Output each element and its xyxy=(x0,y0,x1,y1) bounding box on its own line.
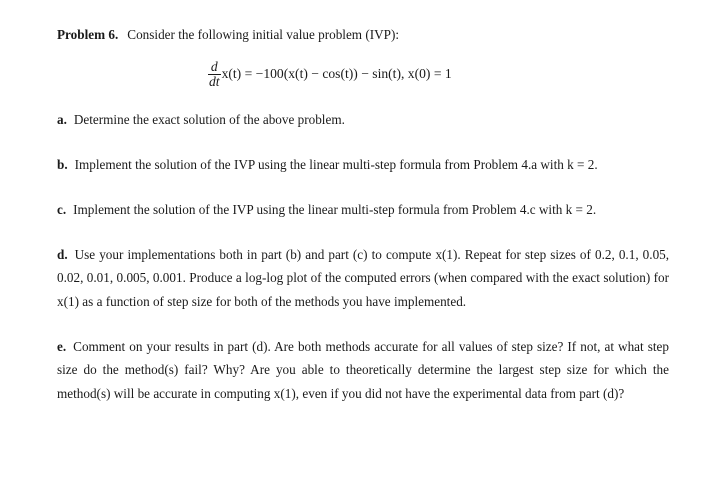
part-a-label: a. xyxy=(57,112,67,127)
part-d-math-1: x(1). xyxy=(435,247,461,262)
part-a xyxy=(57,108,669,131)
part-b-text: Implement the solution of the IVP using the linear multi-step formula from Problem 4.a with xyxy=(74,157,564,172)
part-e-math-1: x(1), xyxy=(273,385,300,401)
problem-title: Problem 6. xyxy=(57,27,119,42)
derivative-fraction xyxy=(208,60,221,89)
part-d-label: d. xyxy=(57,247,68,262)
part-d-math-2: 0.2, 0.1, 0.05, 0.02, 0.01, 0.005, 0.001. xyxy=(57,247,670,286)
part-d-text-1: Use your implementations both in part (b) and part (c) to compute xyxy=(74,247,432,262)
derivative-numerator: d xyxy=(210,58,218,74)
derivative-denominator: dt xyxy=(209,73,220,89)
part-d xyxy=(57,243,669,313)
part-d-text-3: Produce a log-log plot of the computed errors (when compared with the exact solution) for xyxy=(189,270,670,286)
part-e-text-2: even if you did not have the experimental data from part (d)? xyxy=(302,385,625,401)
equation-rhs: x(t) = −100(x(t) − cos(t)) − sin(t), x(0) = 1 xyxy=(221,66,452,81)
problem-intro xyxy=(57,23,669,46)
part-e-text-1: Comment on your results in part (d). Are both methods accurate for all values of step size? If not, at what step size do the method(s) fail? Why? Are you able to theoretically determine the largest step size for which the method(s) will be accurate in computing xyxy=(57,339,669,401)
problem-intro-text: Consider the following initial value problem (IVP): xyxy=(127,27,400,42)
part-e xyxy=(57,335,669,405)
part-b-math: k = 2. xyxy=(567,157,598,172)
part-b-label: b. xyxy=(57,157,68,172)
part-c-text: Implement the solution of the IVP using the linear multi-step formula from Problem 4.c with xyxy=(73,202,563,217)
part-d-text-2: Repeat for step sizes of xyxy=(464,247,591,262)
part-e-label: e. xyxy=(57,339,67,354)
part-a-text: Determine the exact solution of the above problem. xyxy=(73,112,345,127)
part-d-math-3: x(1) xyxy=(57,293,79,309)
part-d-text-4: as a function of step size for both of the methods you have implemented. xyxy=(82,293,467,309)
ivp-equation xyxy=(208,55,452,93)
part-c-math: k = 2. xyxy=(565,202,597,217)
part-c xyxy=(57,198,669,221)
part-b xyxy=(57,153,669,176)
part-c-label: c. xyxy=(57,202,67,217)
